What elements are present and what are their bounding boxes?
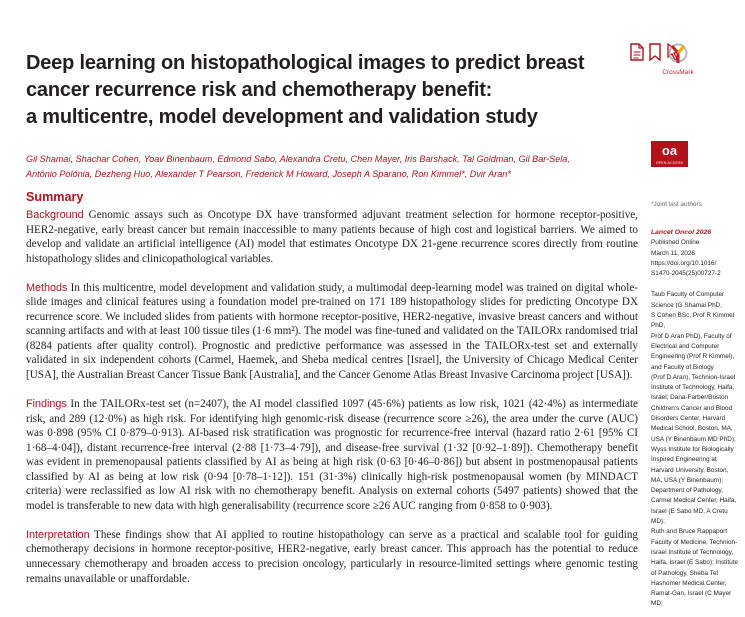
crossmark-icon [668, 42, 688, 64]
document-icon[interactable] [630, 43, 648, 61]
abstract-interpretation [26, 528, 638, 586]
affiliation-line: Israel; Dana-Farber/Boston [651, 394, 729, 402]
oa-subtext: OPEN ACCESS [655, 161, 684, 165]
abstract-findings [26, 397, 638, 513]
affiliation-line: USA (Y Binenbaum MD PhD); [651, 435, 736, 443]
section-label: Interpretation [26, 528, 90, 541]
article-sidebar [651, 201, 743, 610]
author-line: Antônio Polónia, Dezheng Huo, Alexander T Pearson, Frederick M Howard, Joseph A Sparano, Ron Kimmel*, Dvir Aran* [26, 168, 511, 179]
crossmark-label: CrossMark [662, 69, 694, 76]
abstract-background [26, 208, 638, 266]
affiliation-line: Medical School, Boston, MA, [651, 425, 733, 433]
affiliation-line: Inspired Engineering at [651, 456, 717, 464]
affiliation-line: Electrical and Computer [651, 342, 720, 350]
affiliation-line: S Cohen BSc, Prof R Kimmel PhD, [651, 312, 735, 330]
doi-link[interactable]: S1470-2045(25)00727-2 [651, 270, 721, 278]
affiliation-line: Institute of Technology, Haifa, [651, 384, 735, 392]
author-line: Gil Shamai, Shachar Cohen, Yoav Binenbaum, Edmond Sabo, Alexandra Cretu, Chen Mayer, Iris Barshack, Tal Goldman, Gil Bar-Sela, [26, 154, 570, 164]
crossmark-badge[interactable] [654, 42, 702, 76]
section-label: Findings [26, 398, 67, 411]
section-text: These findings show that AI applied to routine histopathology can serve as a practical and scalable tool for guiding chemotherapy decisions in hormone receptor-positive, HER2-negative, early breast cancer. This approach has the potential to reduce unnecessary chemotherapy and broaden access to precision oncology, particularly in resource-limited settings where genomic testing remains unavailable or unaffordable. [26, 528, 638, 585]
title-line: cancer recurrence risk and chemotherapy benefit: [26, 79, 493, 101]
affiliation-line: Israel (E Sabo MD, A Cretu MD); [651, 507, 728, 526]
open-access-badge [651, 141, 688, 167]
section-label: Methods [26, 281, 68, 294]
affiliation-line: Hashomer Medical Center, [651, 579, 727, 587]
abstract-methods [26, 281, 638, 383]
affiliation-line: Ramat-Gan, Israel (C Mayer MD, [651, 590, 732, 608]
affiliation-line: and Faculty of Biology [651, 363, 714, 371]
abstract-body [26, 208, 638, 586]
affiliation-line: Faculty of Medicine, Technion- [651, 538, 738, 546]
affiliation-line: Science (G Shamai PhD, [651, 301, 723, 309]
affiliation-line: Israel Institute of Technology, [651, 548, 734, 556]
affiliation-line: Wyss Institute for Biologically [651, 445, 734, 453]
summary-heading: Summary [26, 190, 84, 204]
affiliations [651, 290, 743, 609]
affiliation-line: Disorders Center, Harvard [651, 415, 726, 423]
title-line: Deep learning on histopathological images to predict breast [26, 52, 585, 74]
author-list [26, 152, 626, 181]
joint-authors-note: *Joint last authors [651, 201, 702, 208]
affiliation-line: Haifa, Israel (E Sabo); Institute [651, 559, 739, 567]
affiliation-line: of Pathology, Sheba Tel [651, 569, 718, 577]
published-label: Published Online [651, 239, 700, 247]
affiliation-line: Prof D Aran PhD), Faculty of [651, 332, 732, 340]
title-line: a multicentre, model development and validation study [26, 106, 538, 128]
doi-link[interactable]: https://doi.org/10.1016/ [651, 259, 717, 267]
affiliation-line: Harvard University, Boston, [651, 466, 729, 474]
affiliation-line: MA, USA (Y Binenbaum); [651, 476, 723, 484]
journal-citation: Lancet Oncol 2026 [651, 229, 712, 236]
oa-text: oa [661, 143, 678, 158]
section-label: Background [26, 209, 84, 221]
article-title [26, 50, 626, 131]
affiliation-line: Children's Cancer and Blood [651, 404, 733, 412]
affiliation-line: Ruth and Bruce Rappaport [651, 528, 728, 536]
affiliation-line: (Prof D Aran), Technion-Israel [651, 373, 736, 381]
affiliation-line: Taub Faculty of Computer [651, 291, 725, 299]
section-text: In this multicentre, model development and validation study, a multimodal deep-learning model was trained on digital whole-slide images and clinical features using a foundation model pre-trained on 171 189 histopathology slides for predicting Oncotype DX recurrence score. We included slides from patients with hormone receptor-positive, HER2-negative, invasive breast cancers and without scanning artifacts and with at least 100 tissue tiles (1·6 mm²). The model was fine-tuned and validated on the TAILORx randomised trial (8284 patients after quality control). Prognostic and predictive performance was assessed in the TAILORx-test set and externally validated in six independent cohorts (Carmel, Haemek, and Sheba medical centres [Israel], the University of Chicago Medical Center [USA], the Australian Breast Cancer Tissue Bank [Australia], and the Cancer Genome Atlas Breast Invasive Carcinoma project [USA]). [26, 281, 638, 381]
affiliation-line: Engineering (Prof R Kimmel), [651, 353, 735, 361]
affiliation-line: Department of Pathology, [651, 487, 723, 495]
affiliation-line: Carmel Medical Center, Haifa, [651, 497, 737, 505]
published-date: March 11, 2026 [651, 249, 695, 257]
section-text: Genomic assays such as Oncotype DX have transformed adjuvant treatment selection for hormone receptor-positive, HER2-negative, early breast cancer but remain inaccessible to many patients because of high cost and logistical barriers. We aimed to develop and validate an artificial intelligence (AI) model that estimates Oncotype DX 21-gene recurrence scores directly from routine histopathology slides and clinicopathological variables. [26, 209, 639, 265]
section-text: In the TAILORx-test set (n=2407), the AI model classified 1097 (45·6%) patients as low risk, 1021 (42·4%) as intermediate risk, and 289 (12·0%) as high risk. For identifying high genomic-risk disease (recurrence score ≥26), the area under the curve (AUC) was 0·898 (95% CI 0·879–0·913). AI-based risk stratification was prognostic for recurrence-free interval (hazard ratio 2·61 [95% CI 1·68–4·04]), distant recurrence-free interval (2·88 [1·73–4·79]), and disease-free survival (1·32 [0·92–1·89]). Chemotherapy benefit was evident in premenopausal patients classified by AI as being at high risk (0·63 [0·46–0·86]) but absent in postmenopausal patients classified by AI as being at low risk (0·94 [0·78–1·12]). 151 (31·3%) clinically high-risk postmenopausal women (by MINDACT criteria) were reclassified as low AI risk with no chemotherapy benefit. Analysis on external cohorts (5497 patients) showed that the model is transferable to new data with high generalisability (recurrence score ≥26 AUC ranging from 0·858 to 0·903). [26, 398, 638, 512]
